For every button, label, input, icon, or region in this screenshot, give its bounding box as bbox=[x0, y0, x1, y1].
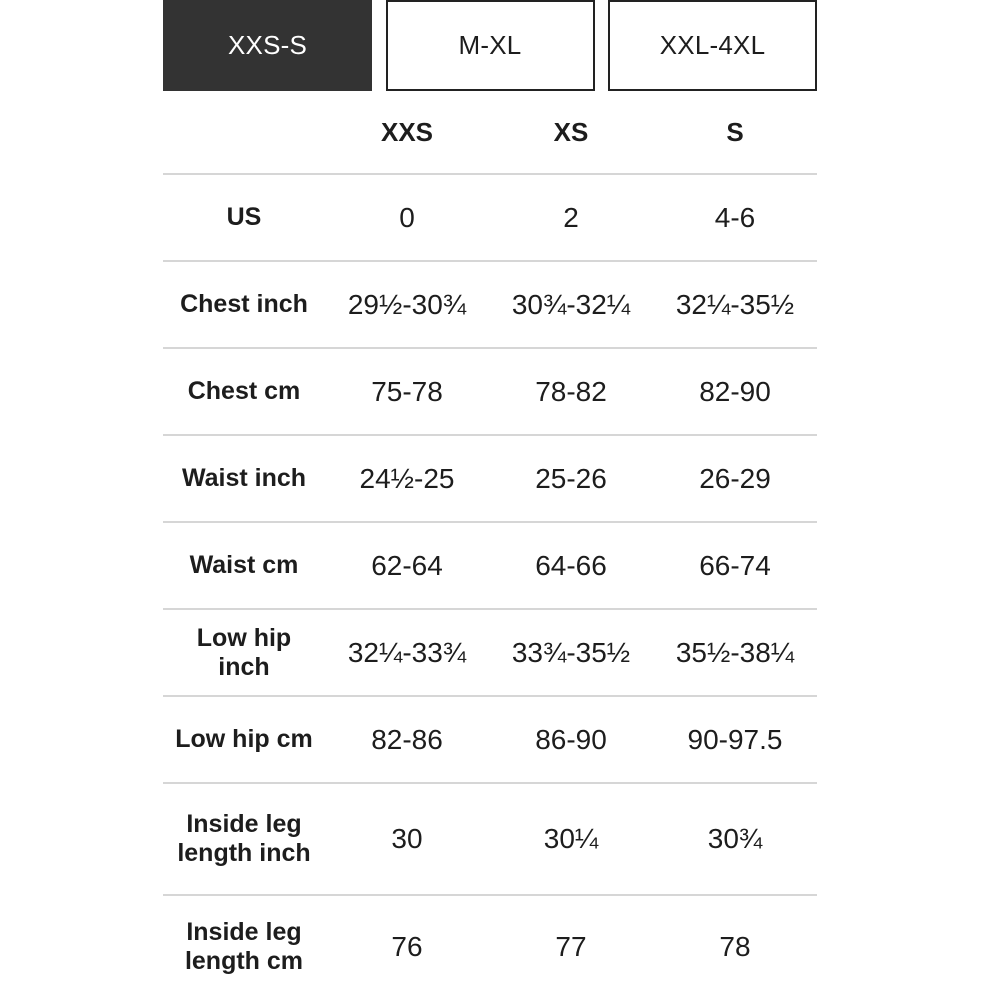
cell-value: 4-6 bbox=[714, 201, 756, 233]
table-row-low-hip-inch bbox=[163, 608, 817, 695]
cell-value: 29½-30¾ bbox=[347, 288, 467, 320]
cell-value: 30 bbox=[391, 823, 423, 854]
cell-value: 30¾-32¼ bbox=[511, 288, 631, 320]
cell-value: 82-86 bbox=[371, 723, 443, 755]
row-label: Waist cm bbox=[189, 551, 299, 580]
cell-value: 25-26 bbox=[535, 462, 607, 494]
cell-value: 32¼-35½ bbox=[675, 288, 795, 320]
column-header-xs: XS bbox=[553, 116, 589, 147]
row-label: Low hip cm bbox=[175, 725, 313, 754]
cell-value: 62-64 bbox=[371, 549, 443, 581]
cell-value: 75-78 bbox=[371, 375, 443, 407]
tab-xxs-s[interactable]: XXS-S bbox=[163, 0, 372, 91]
column-header-xxs: XXS bbox=[380, 116, 434, 147]
table-row-inside-leg-inch bbox=[163, 782, 817, 894]
table-row-waist-cm bbox=[163, 521, 817, 608]
cell-value: 82-90 bbox=[699, 375, 771, 407]
size-range-tabs bbox=[163, 0, 817, 91]
cell-value: 35½-38¼ bbox=[675, 636, 795, 668]
table-row-inside-leg-cm bbox=[163, 894, 817, 997]
tab-m-xl[interactable]: M-XL bbox=[386, 0, 595, 91]
cell-value: 78 bbox=[719, 930, 751, 962]
table-row-waist-inch bbox=[163, 434, 817, 521]
cell-value: 2 bbox=[563, 201, 579, 233]
cell-value: 24½-25 bbox=[359, 462, 455, 494]
cell-value: 76 bbox=[391, 930, 423, 962]
cell-value: 0 bbox=[399, 201, 415, 233]
row-label: Chest inch bbox=[180, 290, 308, 319]
cell-value: 33¾-35½ bbox=[511, 636, 631, 668]
size-guide-panel bbox=[163, 0, 817, 997]
cell-value: 32¼-33¾ bbox=[347, 636, 467, 668]
cell-value: 77 bbox=[555, 930, 587, 962]
size-table bbox=[163, 91, 817, 997]
cell-value: 66-74 bbox=[699, 549, 771, 581]
row-label: Inside leg length cm bbox=[184, 917, 304, 975]
row-label: Inside leg length inch bbox=[177, 810, 311, 867]
row-label: Chest cm bbox=[187, 377, 301, 406]
header-spacer bbox=[163, 91, 325, 173]
cell-value: 30¾ bbox=[707, 823, 763, 854]
column-header-s: S bbox=[726, 116, 744, 147]
table-row-chest-inch bbox=[163, 260, 817, 347]
table-row-low-hip-cm bbox=[163, 695, 817, 782]
tab-xxl-4xl[interactable]: XXL-4XL bbox=[608, 0, 817, 91]
cell-value: 90-97.5 bbox=[687, 723, 783, 755]
cell-value: 86-90 bbox=[535, 723, 607, 755]
size-table-header bbox=[163, 91, 817, 173]
row-label: US bbox=[226, 203, 262, 232]
table-row-us bbox=[163, 173, 817, 260]
cell-value: 64-66 bbox=[535, 549, 607, 581]
table-row-chest-cm bbox=[163, 347, 817, 434]
cell-value: 30¼ bbox=[543, 823, 599, 854]
row-label: Low hip inch bbox=[196, 623, 292, 681]
cell-value: 78-82 bbox=[535, 375, 607, 407]
cell-value: 26-29 bbox=[699, 462, 771, 494]
row-label: Waist inch bbox=[181, 464, 307, 493]
